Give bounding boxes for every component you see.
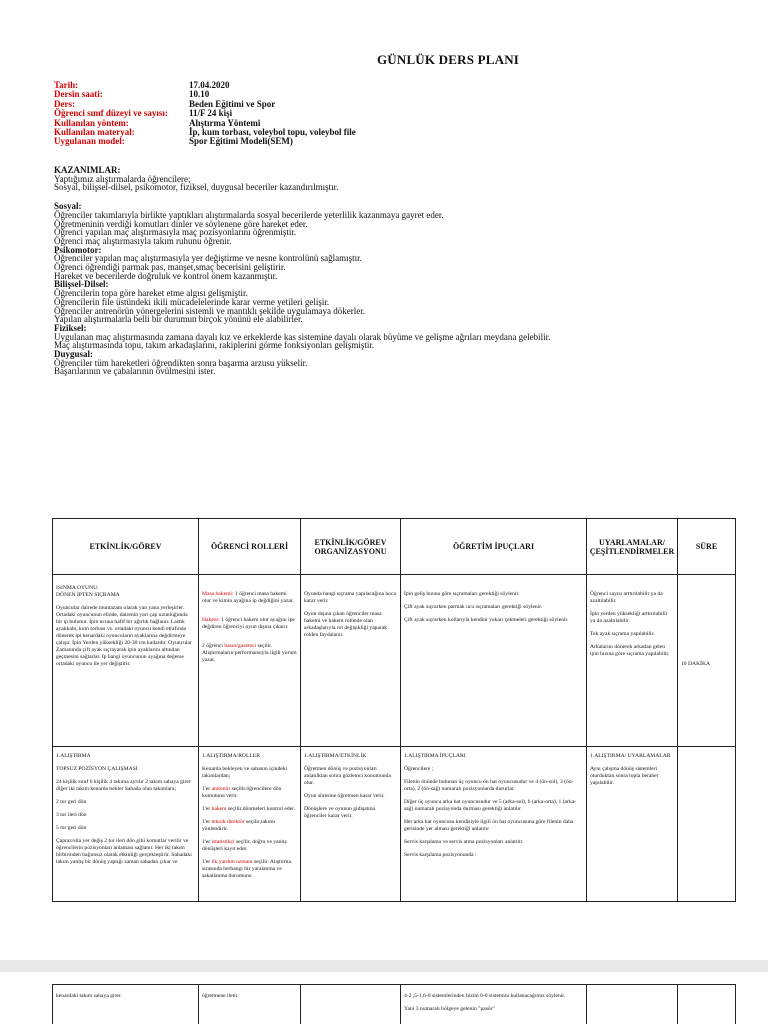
page-2 bbox=[0, 972, 768, 1024]
role-line: Kenarda bekleyen ve sahanın içindeki takımlardan; bbox=[202, 766, 288, 779]
role-line: 1.ALIŞTIRMA/ROLLER bbox=[202, 753, 260, 759]
outcome-line: Uygulanan maç alıştırmasında zamana dayalı kız ve erkeklerde kas sistemine dayalı olarak büyüme ve gelişme ağrıları meydana gelebilir. bbox=[54, 331, 551, 342]
cell-warmup-organization: Oyunda hangi sıçrama yapılacağına hoca karar verir. Oyun dışına çıkan öğrenciler masa hakemi ve hakem rolünde olan arkadaşlarıyla rol değişikliği yaparak rolden faydalanır. bbox=[301, 575, 401, 747]
table-header-row bbox=[53, 519, 736, 575]
outcome-line: Öğrenci maç alıştırmasıyla takım ruhunu öğrenir. bbox=[54, 235, 232, 246]
outcome-line: Öğrenci yapılan maç alıştırmasıyla maç pozisyonlarını öğrenmiştir. bbox=[54, 227, 297, 238]
outcome-line: Başarılarının ve çabalarının övülmesini ister. bbox=[54, 366, 216, 377]
cell-warmup-adaptations: Öğrenci sayısı arttırılabilir ya da azaltılabilir. İpin yerden yüksekliği arttırılabilir ya da azaltılabilir. Tek ayak sıçrama yapılabilir. Arkalarını dönerek arkadan gelen ipin hızına göre sıçrama yapılabilir. bbox=[587, 575, 678, 747]
header-student-roles: ÖĞRENCİ ROLLERİ bbox=[199, 519, 301, 575]
info-value: İp, kum torbası, voleybol topu, voleybol file bbox=[189, 127, 356, 138]
outcome-line: Öğrenciler yapılan maç alıştırmasıyla yer değiştirme ve nesne kontrolünü sağlamıştır. bbox=[54, 253, 362, 264]
info-value: Spor Eğitimi Modeli(SEM) bbox=[189, 136, 293, 147]
learning-outcomes bbox=[54, 166, 694, 376]
cell-continued-adaptations bbox=[587, 985, 678, 1024]
cell-exercise1-roles bbox=[199, 747, 301, 902]
header-adaptations: UYARLAMALAR/ ÇEŞİTLENDİRMELER bbox=[587, 519, 678, 575]
outcome-line: Öğrenci öğrendiği parmak pas, manşet,smaç becerisini geliştirir. bbox=[54, 262, 286, 273]
info-value: 10.10 bbox=[189, 89, 210, 100]
outcome-line: Maç alıştırmasında topu, takım arkadaşlarını, rakiplerini görme fonksiyonları gelişmiştir. bbox=[54, 340, 375, 351]
info-value: Beden Eğitimi ve Spor bbox=[189, 98, 276, 109]
cell-continued-activity: kenardaki takım sahaya girer. bbox=[53, 985, 199, 1024]
outcomes-heading: KAZANIMLAR: bbox=[54, 165, 121, 175]
info-label: Kullanılan yöntem: bbox=[54, 117, 129, 128]
outcomes-intro-line: Sosyal, bilişsel-dilsel, psikomotor, fiziksel, duygusal beceriler kazandırılmıştır. bbox=[54, 182, 339, 193]
info-label: Kullanılan materyal: bbox=[54, 127, 135, 138]
lesson-plan-table-continued bbox=[52, 984, 736, 1024]
outcome-line: Hareket ve becerilerde doğruluk ve kontrol önem kazanmıştır. bbox=[54, 270, 278, 281]
lesson-info bbox=[54, 81, 356, 147]
outcome-line: Öğrenciler tüm hareketleri öğrendikten sonra başarma arzusu yükselir. bbox=[54, 357, 308, 368]
page-title: GÜNLÜK DERS PLANI bbox=[376, 52, 520, 67]
lesson-plan-table bbox=[52, 518, 736, 902]
outcome-line: Yapılan alıştırmalarla belli bir durumun birçok yönünü ele alabilirler. bbox=[54, 314, 303, 325]
cell-continued-roles: öğretmene iletir. bbox=[199, 985, 301, 1024]
header-activity: ETKİNLİK/GÖREV bbox=[53, 519, 199, 575]
info-label: Dersin saati: bbox=[54, 89, 103, 100]
info-label: Uygulanan model: bbox=[54, 136, 125, 147]
info-label: Ders: bbox=[54, 98, 75, 109]
cell-warmup-duration: 10 DAKİKA bbox=[678, 575, 736, 747]
cell-exercise1-organization: 1.ALIŞTIRMA/ETKİNLİK Öğretmen dönüş ve pozisyonları anlatılktan sonra gözlemci konumunda olur. Oyun süresine öğretmen karar verir. Dönüşlere ve oyunun gidişatına öğrenciler karar verir. bbox=[301, 747, 401, 902]
outcome-section-heading: Fiziksel: bbox=[54, 322, 87, 333]
outcome-line: Öğrencilerin topa göre hareket etme algısı gelişmiştir. bbox=[54, 288, 248, 299]
table-row bbox=[53, 747, 736, 902]
outcomes-intro-line: Yaptığımız alıştırmalarda öğrencilere; bbox=[54, 173, 191, 184]
outcome-section-heading: Duygusal: bbox=[54, 349, 94, 360]
info-row bbox=[54, 137, 356, 146]
role-line: 1'er ilk yardım uzmanı seçilir. Alıştırma sırasında herhangi bir yaralanma ve sakatlanma durumunu bbox=[202, 859, 291, 879]
outcome-line: Öğrenciler antrenörün yönergelerini sistemli ve mantıklı şekilde uygulamaya dökerler. bbox=[54, 305, 365, 316]
cell-continued-duration bbox=[678, 985, 736, 1024]
table-row bbox=[53, 985, 736, 1024]
table-row bbox=[53, 575, 736, 747]
cell-warmup-tips: İpin geliş hızına göre sıçramaları gerektiği söylenir. Çift ayak sıçrarken parmak ucu sıçramaları gerektiği söylenir. Çift ayak sıçrarken kollarıyla kendini yukarı çekmeleri gerektiği söylenir. bbox=[401, 575, 587, 747]
cell-exercise1-activity: 1.ALIŞTIRMA TOPSUZ POZİSYON ÇALIŞMASI 24 kişilik sınıf 6 kişilik 4 takıma ayrılır 2 takım sahaya girer diğer iki takım kenarda bekler Sahada olan takımlara; 2 tur geri dön 3 tur ileri dön 5 tur geri dön Çapraz/sila yer değiş 2 tur ileri dön gibi komutlar verilir ve öğrencilerin pozisyonları anlaması sağlanır. Her iki takım birbirinden bağımsız olarak etkinliği gerçekleştirir. Sahadaki takım yanlış bir dönüş yaptığı zaman sahadan çıkar ve bbox=[53, 747, 199, 902]
outcome-section-heading: Psikomotor: bbox=[54, 244, 102, 255]
header-duration: SÜRE bbox=[678, 519, 736, 575]
info-label: Öğrenci sınıf düzeyi ve sayısı: bbox=[54, 108, 168, 119]
cell-continued-organization bbox=[301, 985, 401, 1024]
cell-exercise1-adaptations: 1.ALIŞTIRMA/ UYARLAMALAR Aynı çalışma dönüş sistemleri oturduktan sonra topla beraber yapılabilir. bbox=[587, 747, 678, 902]
role-line: 1'er teknik direktör seçilir,takımı yönlendirir. bbox=[202, 819, 276, 832]
cell-warmup-activity: ISINMA OYUNU: DÖNEN İPTEN SIÇRAMA Oyuncular dairede muntazam olarak yan yana yerleşirler. Ortadaki oyuncunun elinde, dairenin yarı çap uzunluğunda bir ip bulunur. İpin ucuna hafif bir ağırlık bağlanır. Lastik ayakkabı, kum torbası vs. ortadaki oyuncu kendi etrafında dönerek ipi kenardaki oyuncuların ayaklarına değdirmeye çalışır. İpin Yerden yüksekliği 20-30 cm kadardır. Oyuncular Zamanında çift ayak sıçrayarak ipin ayaklarını altından geçmesini sağlarlar. İp hangi oyuncunun ayağına değerse ortadaki oyuncu ile yer değiştirir. bbox=[53, 575, 199, 747]
outcome-section-heading: Sosyal: bbox=[54, 201, 82, 212]
header-teaching-tips: ÖĞRETİM İPUÇLARI bbox=[401, 519, 587, 575]
cell-exercise1-duration bbox=[678, 747, 736, 902]
outcome-line: Öğrenciler takımlarıyla birlikte yaptıkları alıştırmalarda sosyal becerilerde yeterlilik kazanmaya gayret eder. bbox=[54, 209, 444, 220]
outcome-line: Öğretmeninin verdiği komutları dinler ve söylenene göre hareket eder. bbox=[54, 218, 308, 229]
info-value: 17.04.2020 bbox=[189, 80, 230, 90]
role-line: 1'er istatistikçi seçilir, doğru ve yanlış dönüşleri kayıt eder. bbox=[202, 839, 287, 852]
info-value: Alıştırma Yöntemi bbox=[189, 117, 261, 128]
outcome-line: Öğrencilerin file üstündeki ikili mücadelelerinde karar verme yetileri gelişir. bbox=[54, 296, 330, 307]
role-line: 1'er antrenör seçilir.öğrencilere dön komutunu verir. bbox=[202, 786, 282, 799]
header-organization: ETKİNLİK/GÖREV ORGANİZASYONU bbox=[301, 519, 401, 575]
outcome-section-heading: Bilişsel-Dilsel: bbox=[54, 279, 109, 290]
info-label: Tarih: bbox=[54, 80, 79, 90]
cell-exercise1-tips: 1.ALIŞTIRMA İPUÇLARI Öğrencilere ; Filenin önünde bulunan üç oyuncu ön hat oyuncusudur ve 4 (ön-sol), 3 (ön-orta), 2 (ön-sağ) numaralı pozisyonlarda dururlar. Diğer üç oyuncu arka hat oyuncusudur ve 5 (arka-sol), 6 (arka-orta), 1 (arka-sağ) numaralı pozisyonda durması gerektiği anlatılır Her arka hat oyuncusu kendisiyle ilgili ön hat oyuncusuna göre filenin daha gerisinde yer alması gerektiği anlatılır Servis karşılama ve servis atma pozisyonları anlatılır. Servis karşılama pozisyonunda : bbox=[401, 747, 587, 902]
role-line: 1'er hakem seçilir,dönmeleri kontrol eder. bbox=[202, 806, 296, 812]
info-value: 11/F 24 kişi bbox=[189, 108, 233, 119]
cell-continued-tips: 4-2 ,5-1,6-0 sistemlerinden bizim 6-0 sistemini kullanacağımız söylenir. Yani 3 numaralı bölgeye gelenin "pasör" bbox=[401, 985, 587, 1024]
cell-warmup-roles: Masa hakemi: 1 öğrenci masa hakemi olur ve kimin ayağına ip değdiğini yazar. Hakem: 1 öğrenci hakem olur ayağını ipe değdiren öğrenciyi oyun dışına çıkarır. 2 öğrenci basın/gazeteci seçilir. Alıştırmaların performansıyla ilgili yorum yazar. bbox=[199, 575, 301, 747]
